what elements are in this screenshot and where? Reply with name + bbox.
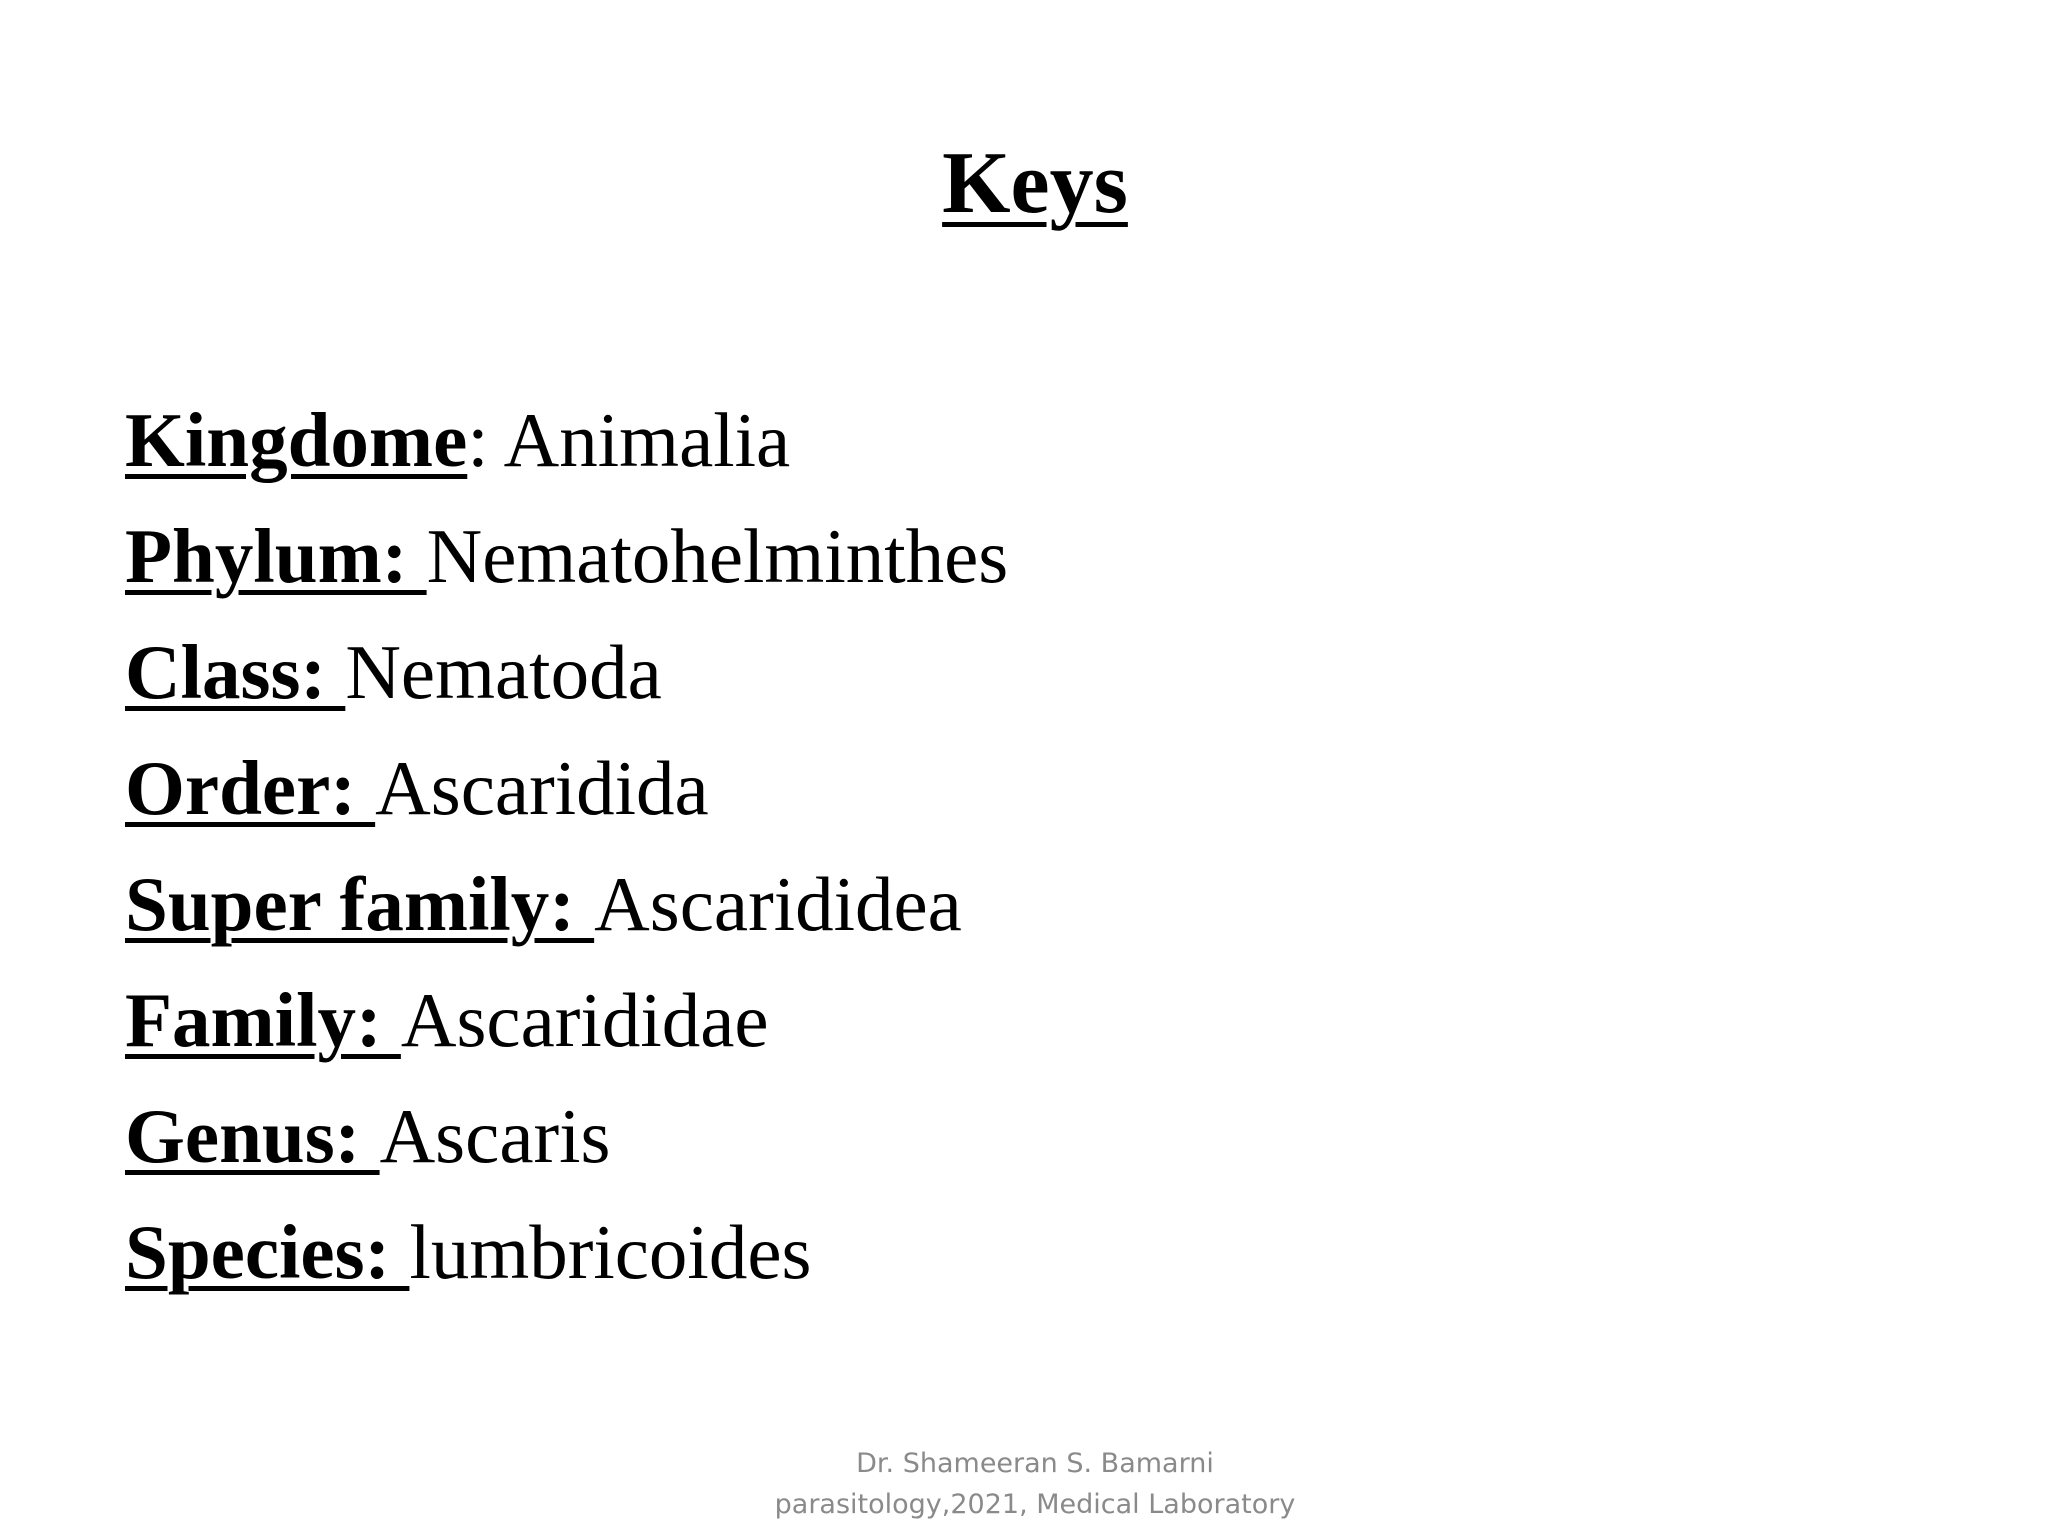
key-label: Class: <box>125 629 346 715</box>
key-label: Family: <box>125 977 401 1063</box>
key-label: Order: <box>125 745 376 831</box>
key-row-super-family <box>125 846 1008 962</box>
key-label: Species: <box>125 1209 410 1295</box>
taxonomy-keys-list <box>125 382 1008 1310</box>
key-value: Nematoda <box>345 629 662 715</box>
key-value: Ascaris <box>379 1093 611 1179</box>
slide-title <box>0 135 2048 232</box>
key-label: Phylum: <box>125 513 427 599</box>
key-row-species <box>125 1194 1008 1310</box>
key-value: Ascarididea <box>594 861 962 947</box>
key-value: Ascarididae <box>400 977 769 1063</box>
key-value: lumbricoides <box>409 1209 812 1295</box>
key-row-phylum <box>125 498 1008 614</box>
slide-footer <box>0 1443 2048 1525</box>
key-label: Kingdome <box>125 397 468 483</box>
key-row-family <box>125 962 1008 1078</box>
key-label: Super family: <box>125 861 595 947</box>
key-separator: : <box>467 397 504 483</box>
key-row-kingdom <box>125 382 1008 498</box>
key-value: Animalia <box>503 397 791 483</box>
key-row-genus <box>125 1078 1008 1194</box>
key-value: Ascaridida <box>375 745 709 831</box>
slide-title-text: Keys <box>942 135 1128 232</box>
key-value: Nematohelminthes <box>426 513 1009 599</box>
key-row-class <box>125 614 1008 730</box>
key-label: Genus: <box>125 1093 380 1179</box>
key-row-order <box>125 730 1008 846</box>
footer-course: parasitology,2021, Medical Laboratory <box>774 1489 1296 1520</box>
footer-author: Dr. Shameeran S. Bamarni <box>856 1448 1214 1479</box>
